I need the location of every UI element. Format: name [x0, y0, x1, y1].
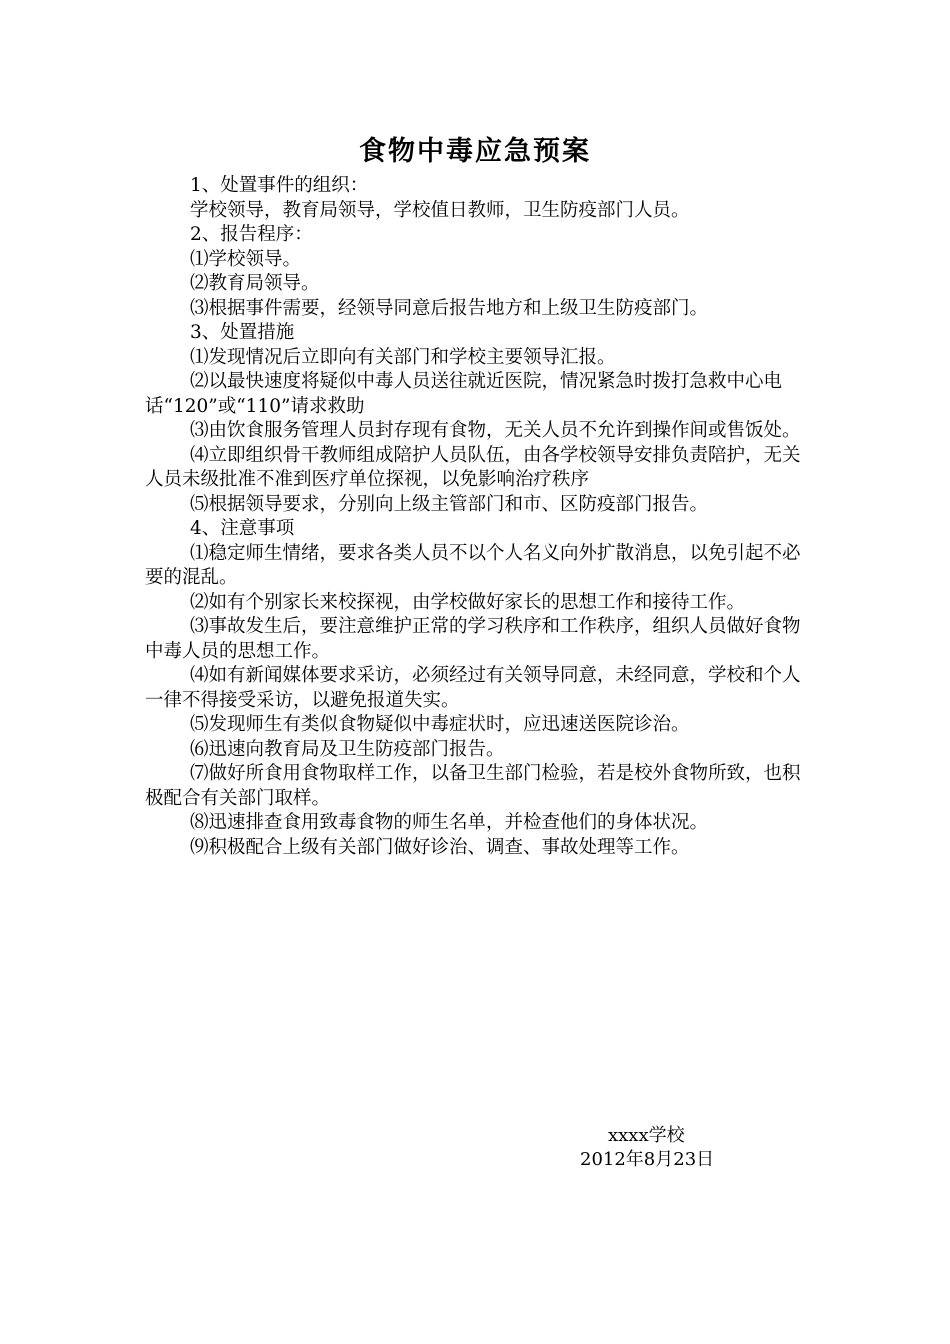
paragraph: ⑵教育局领导。: [190, 273, 320, 294]
paragraph: ⑶事故发生后，要注意维护正常的学习秩序和工作秩序，组织人员做好食物中毒人员的思想工作。: [145, 616, 801, 662]
paragraph: 学校领导，教育局领导，学校值日教师，卫生防疫部门人员。: [190, 199, 690, 221]
paragraph: ⑺做好所食用食物取样工作，以备卫生部门检验，若是校外食物所致，也积极配合有关部门取样。: [145, 763, 801, 809]
paragraph: 3、处置措施: [190, 322, 295, 343]
paragraph: ⑻迅速排查食用致毒食物的师生名单，并检查他们的身体状况。: [190, 812, 709, 833]
paragraph: 2、报告程序：: [190, 224, 313, 245]
paragraph: ⑴发现情况后立即向有关部门和学校主要领导汇报。: [190, 346, 616, 368]
signature-date: 2012年8月23日: [580, 1149, 715, 1170]
paragraph: ⑸根据领导要求，分别向上级主管部门和市、区防疫部门报告。: [190, 493, 709, 515]
paragraph: 1、处置事件的组织：: [190, 175, 369, 196]
paragraph: ⑵以最快速度将疑似中毒人员送往就近医院，情况紧急时拨打急救中心电话“120”或“110”请求救助: [145, 371, 783, 417]
paragraph: ⑴学校领导。: [190, 248, 302, 270]
paragraph: 4、注意事项: [190, 518, 295, 539]
paragraph: ⑷如有新闻媒体要求采访，必须经过有关领导同意，未经同意，学校和个人一律不得接受采访，以避免报道失实。: [145, 665, 801, 711]
paragraph: ⑶根据事件需要，经领导同意后报告地方和上级卫生防疫部门。: [190, 297, 709, 319]
paragraph: ⑴稳定师生情绪，要求各类人员不以个人名义向外扩散消息，以免引起不必要的混乱。: [145, 542, 801, 588]
paragraph: ⑶由饮食服务管理人员封存现有食物，无关人员不允许到操作间或售饭处。: [190, 420, 801, 441]
document-body: [145, 174, 815, 860]
paragraph: ⑸发现师生有类似食物疑似中毒症状时，应迅速送医院诊治。: [190, 714, 690, 735]
signature-organization: xxxx学校: [608, 1125, 685, 1146]
document-title: 食物中毒应急预案: [359, 136, 591, 167]
paragraph: ⑹迅速向教育局及卫生防疫部门报告。: [190, 738, 505, 760]
paragraph: ⑷立即组织骨干教师组成陪护人员队伍，由各学校领导安排负责陪护，无关人员未级批准不准到医疗单位探视，以免影响治疗秩序: [145, 444, 801, 490]
paragraph: ⑼积极配合上级有关部门做好诊治、调查、事故处理等工作。: [190, 836, 690, 858]
paragraph: ⑵如有个别家长来校探视，由学校做好家长的思想工作和接待工作。: [190, 591, 746, 613]
